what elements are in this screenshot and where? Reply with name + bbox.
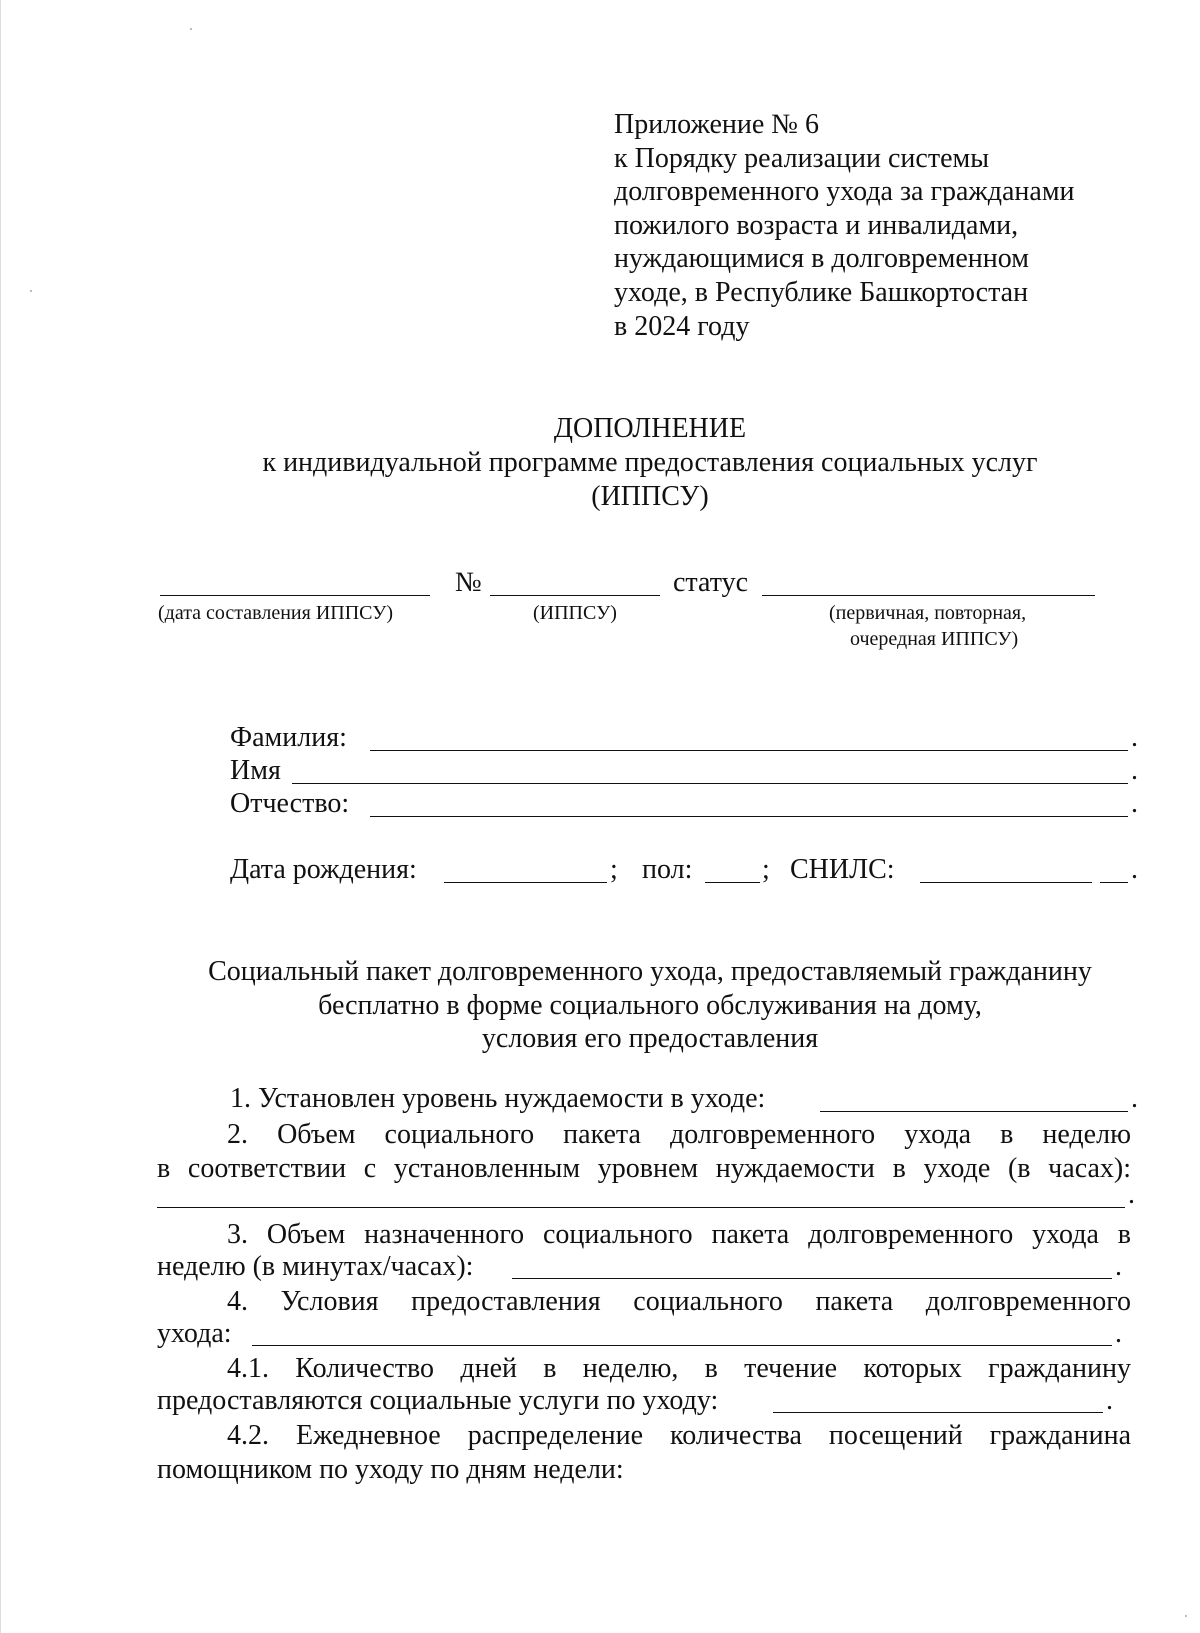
item-4-1-line: предоставляются социальные услуги по уходу: bbox=[157, 1385, 719, 1416]
item-4-1-line: 4.1. Количество дней в неделю, в течение которых гражданину bbox=[227, 1353, 1131, 1384]
section-heading-line: бесплатно в форме социального обслуживания на дому, bbox=[318, 989, 982, 1021]
caption-status-2: очередная ИППСУ) bbox=[850, 628, 1019, 650]
scan-speck bbox=[190, 28, 192, 30]
date-field-line[interactable] bbox=[160, 595, 430, 596]
semicolon: ; bbox=[610, 854, 618, 885]
caption-date: (дата составления ИППСУ) bbox=[158, 602, 394, 624]
end-dot: . bbox=[1131, 788, 1138, 819]
item-3-field-line[interactable] bbox=[512, 1278, 1112, 1279]
item-4-2-paragraph bbox=[157, 1419, 1131, 1486]
status-label: статус bbox=[673, 567, 749, 598]
sex-label: пол: bbox=[642, 854, 693, 885]
item-1-field-line[interactable] bbox=[820, 1111, 1128, 1112]
section-heading-line: Социальный пакет долговременного ухода, предоставляемый гражданину bbox=[208, 956, 1092, 987]
semicolon: ; bbox=[762, 854, 770, 885]
item-4-2-line: 4.2. Ежедневное распределение количества посещений гражданина bbox=[227, 1420, 1131, 1451]
appendix-line: Приложение № 6 bbox=[614, 109, 819, 140]
appendix-line: долговременного ухода за гражданами bbox=[614, 176, 1075, 208]
caption-status: (первичная, повторная, bbox=[829, 602, 1027, 624]
item-4-line: ухода: bbox=[157, 1318, 232, 1349]
scan-edge bbox=[0, 0, 1, 1633]
caption-number: (ИППСУ) bbox=[533, 602, 617, 624]
end-dot: . bbox=[1115, 1251, 1122, 1282]
item-2-line: в соответствии с установленным уровнем нуждаемости в уходе (в часах): bbox=[157, 1152, 1131, 1184]
title-sub: к индивидуальной программе предоставления социальных услуг bbox=[262, 447, 1038, 478]
snils-label: СНИЛС: bbox=[790, 854, 895, 885]
surname-label: Фамилия: bbox=[230, 722, 347, 753]
status-field-line[interactable] bbox=[762, 595, 1095, 596]
end-dot: . bbox=[1131, 755, 1138, 786]
document-title bbox=[0, 412, 1200, 514]
surname-field-line[interactable] bbox=[370, 750, 1128, 751]
appendix-line: пожилого возраста и инвалидами, bbox=[614, 209, 1019, 241]
item-2-field-line[interactable] bbox=[157, 1207, 1125, 1208]
appendix-line: в 2024 году bbox=[614, 310, 750, 342]
item-2-line: 2. Объем социального пакета долговременного ухода в неделю bbox=[227, 1119, 1131, 1150]
item-3-line: 3. Объем назначенного социального пакета долговременного ухода в bbox=[227, 1219, 1131, 1250]
appendix-line: уходе, в Республике Башкортостан bbox=[614, 276, 1029, 308]
item-4-1-field-line[interactable] bbox=[773, 1412, 1103, 1413]
item-3-paragraph bbox=[157, 1218, 1131, 1252]
dob-field-line[interactable] bbox=[444, 882, 607, 883]
scan-speck bbox=[1185, 1615, 1187, 1617]
end-dot: . bbox=[1131, 722, 1138, 753]
end-dot: . bbox=[1131, 1083, 1138, 1114]
name-label: Имя bbox=[230, 755, 281, 786]
item-1-text: 1. Установлен уровень нуждаемости в уходе: bbox=[230, 1083, 766, 1114]
scan-speck bbox=[30, 290, 32, 292]
end-dot: . bbox=[1106, 1385, 1113, 1416]
snils-field-line[interactable] bbox=[920, 882, 1092, 883]
snils-check-line[interactable] bbox=[1100, 882, 1128, 883]
end-dot: . bbox=[1128, 1179, 1135, 1210]
item-4-paragraph bbox=[157, 1285, 1131, 1319]
item-4-1-paragraph bbox=[157, 1352, 1131, 1386]
title-main: ДОПОЛНЕНИЕ bbox=[553, 413, 747, 444]
end-dot: . bbox=[1131, 854, 1138, 885]
item-4-2-line: помощником по уходу по дням недели: bbox=[157, 1453, 624, 1485]
end-dot: . bbox=[1115, 1318, 1122, 1349]
section-heading-line: условия его предоставления bbox=[481, 1023, 819, 1054]
appendix-block bbox=[614, 108, 1075, 343]
sex-field-line[interactable] bbox=[705, 882, 760, 883]
item-4-field-line[interactable] bbox=[252, 1345, 1112, 1346]
patronymic-field-line[interactable] bbox=[370, 816, 1128, 817]
appendix-line: к Порядку реализации системы bbox=[614, 142, 990, 174]
item-4-line: 4. Условия предоставления социального пакета долговременного bbox=[227, 1286, 1131, 1317]
number-field-line[interactable] bbox=[490, 595, 660, 596]
name-field-line[interactable] bbox=[292, 783, 1128, 784]
item-3-line: неделю (в минутах/часах): bbox=[157, 1251, 474, 1282]
appendix-line: нуждающимися в долговременном bbox=[614, 243, 1029, 275]
number-sign: № bbox=[455, 567, 482, 598]
title-abbr: (ИППСУ) bbox=[591, 481, 709, 512]
item-2-paragraph bbox=[157, 1118, 1131, 1185]
dob-label: Дата рождения: bbox=[230, 854, 417, 885]
section-heading bbox=[0, 955, 1200, 1056]
patronymic-label: Отчество: bbox=[230, 788, 350, 819]
